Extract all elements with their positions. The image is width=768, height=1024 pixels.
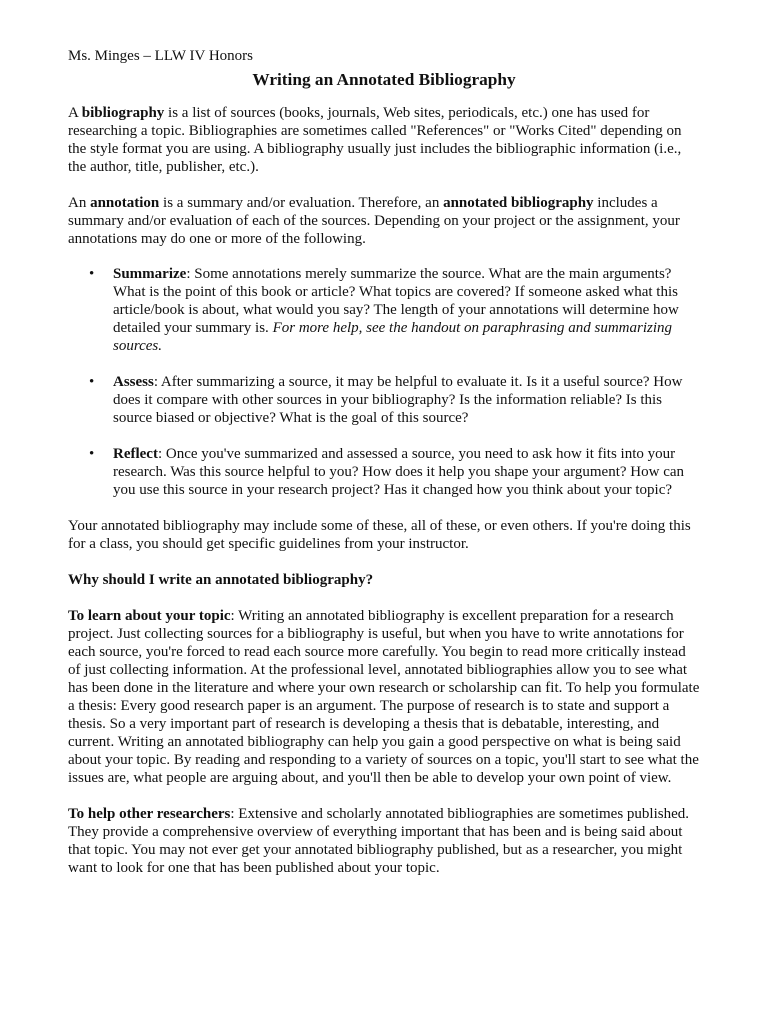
bullet-term: Summarize (113, 266, 187, 282)
bullet-text: : Once you've summarized and assessed a source, you need to ask how it fits into your research. Was this source helpful to you? How does it help you shape your argument? How can you use this source in your research project? Has it changed how you think about your topic? (113, 446, 685, 498)
intro-text: is a summary and/or evaluation. Therefore, an (159, 195, 444, 211)
intro-paragraph-bibliography (68, 104, 700, 176)
intro-text: A (68, 105, 82, 121)
list-item-reflect (68, 445, 700, 499)
intro-text: An (68, 195, 91, 211)
section-heading-why (68, 571, 700, 589)
bullet-term: Reflect (113, 446, 158, 462)
why-heading: Why should I write an annotated bibliography? (68, 572, 374, 588)
intro-text: includes a summary and/or evaluation of each of the sources. Depending on your project or the assignment, your annotations may do one or more of the following. (68, 195, 680, 247)
paragraph-learn-topic (68, 607, 700, 787)
bullet-italic-note: For more help, see the handout on paraphrasing and summarizing sources. (113, 320, 672, 354)
annotation-types-list (68, 265, 700, 499)
bullet-icon: • (89, 266, 95, 282)
list-item-assess (68, 373, 700, 427)
term-learn-topic: To learn about your topic (68, 608, 231, 624)
term-help-researchers: To help other researchers (68, 806, 231, 822)
intro-paragraph-annotation (68, 194, 700, 248)
term-annotation: annotation (90, 195, 160, 211)
closing-paragraph: Your annotated bibliography may include some of these, all of these, or even others. If you're doing this for a class, you should get specific guidelines from your instructor. (68, 518, 691, 552)
course-line: Ms. Minges – LLW IV Honors (68, 48, 253, 64)
bullet-icon: • (89, 446, 95, 462)
document-title: Writing an Annotated Bibliography (252, 70, 516, 89)
list-item-summarize (68, 265, 700, 355)
paragraph-help-researchers (68, 805, 700, 877)
document-body (68, 47, 700, 877)
learn-text: : Writing an annotated bibliography is excellent preparation for a research project. Just collecting sources for a bibliography is useful, but when you have to write annotations for each source, you're forced to read each source more carefully. You begin to read more critically instead of just collecting information. At the professional level, annotated bibliographies allow you to see what has been done in the literature and where your own research or scholarship can fit. To help you formulate a thesis: Every good research paper is an argument. The purpose of research is to state and support a thesis. So a very important part of research is developing a thesis that is debatable, interesting, and current. Writing an annotated bibliography can help you gain a good perspective on what is being said about your topic. By reading and responding to a variety of sources on a topic, you'll start to see what the issues are, what people are arguing about, and you'll then be able to develop your own point of view. (68, 608, 700, 786)
bullet-text: : Some annotations merely summarize the source. What are the main arguments? What is the point of this book or article? What topics are covered? If someone asked what this article/book is about, what would you say? The length of your annotations will determine how detailed your summary is. (113, 266, 679, 336)
help-text: : Extensive and scholarly annotated bibliographies are sometimes published. They provide a comprehensive overview of everything important that has been and is being said about that topic. You may not ever get your annotated bibliography published, but as a researcher, you might want to look for one that has been published about your topic. (68, 806, 689, 876)
intro-text: is a list of sources (books, journals, Web sites, periodicals, etc.) one has used for researching a topic. Bibliographies are sometimes called "References" or "Works Cited" depending on the style format you are using. A bibliography usually just includes the bibliographic information (i.e., the author, title, publisher, etc.). (68, 105, 682, 175)
term-bibliography: bibliography (81, 105, 165, 121)
term-annotated-bibliography: annotated bibliography (443, 195, 594, 211)
bullet-text: : After summarizing a source, it may be helpful to evaluate it. Is it a useful source? How does it compare with other sources in your bibliography? Is the information reliable? Is this source biased or objective? What is the goal of this source? (113, 374, 683, 426)
bullet-icon: • (89, 374, 95, 390)
bullet-term: Assess (113, 374, 154, 390)
